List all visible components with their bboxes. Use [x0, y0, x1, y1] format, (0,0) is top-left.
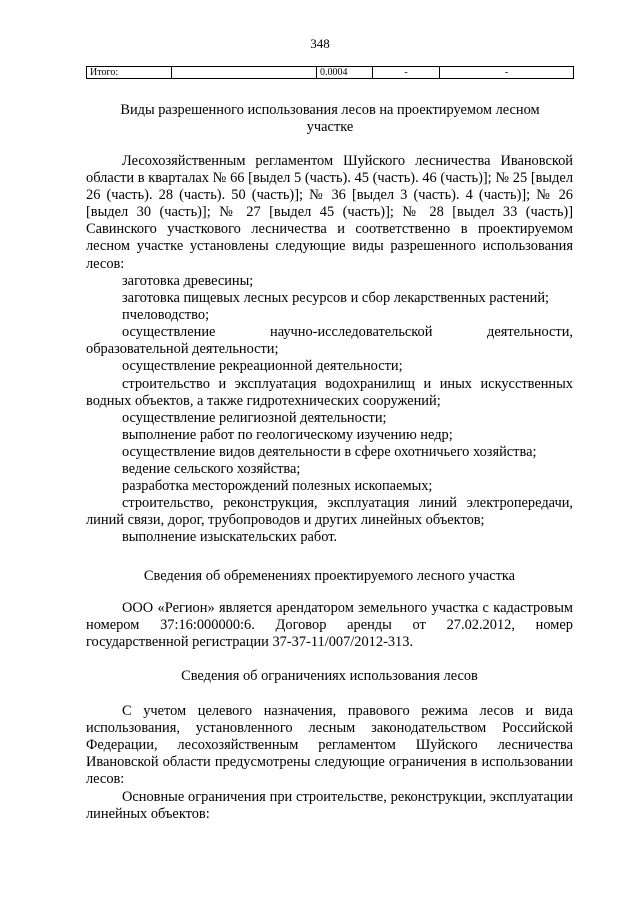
list-item: осуществление научно-исследовательской деятельности, образовательной деятельности;	[86, 324, 573, 358]
list-item: строительство, реконструкция, эксплуатация линий электропередачи, линий связи, дорог, трубопроводов и других линейных объектов;	[86, 495, 573, 529]
list-item: выполнение работ по геологическому изучению недр;	[122, 426, 453, 443]
table-row	[87, 67, 574, 79]
list-item: разработка месторождений полезных ископаемых;	[122, 478, 433, 495]
section2-text: ООО «Регион» является арендатором земельного участка с кадастровым номером 37:16:000000:6. Договор аренды от 27.02.2012, номер государственной регистрации 37-37-11/007/2012-313.	[86, 600, 573, 651]
list-item: выполнение изыскательских работ.	[122, 529, 338, 546]
section3-p2: Основные ограничения при строительстве, реконструкции, эксплуатации линейных объектов:	[86, 789, 573, 823]
section2-title: Сведения об обременениях проектируемого лесного участка	[143, 568, 516, 584]
list-item: заготовка пищевых лесных ресурсов и сбор лекарственных растений;	[122, 290, 550, 307]
total-label: Итого:	[87, 67, 172, 79]
total-cell-dash-2: -	[440, 67, 574, 79]
list-item: пчеловодство;	[122, 307, 210, 324]
section3-p1: С учетом целевого назначения, правового режима лесов и вида использования, установленного лесным законодательством Российской Федерации, лесохозяйственным регламентом Шуйского лесничества Ивановской области предусмотрены следующие ограничения в использовании лесов:	[86, 703, 573, 788]
total-cell-dash-1: -	[373, 67, 440, 79]
list-item: ведение сельского хозяйства;	[122, 461, 301, 478]
section1-intro: Лесохозяйственным регламентом Шуйского лесничества Ивановской области в кварталах № 66 [выдел 5 (часть). 45 (часть). 46 (часть)]; № 25 [выдел 26 (часть). 28 (часть). 50 (часть)]; № 36 [выдел 3 (часть). 4 (часть)]; № 26 [выдел 30 (часть)]; № 27 [выдел 45 (часть)]; № 28 [выдел 33 (часть)] Савинского участкового лесничества и соответственно в проектируемом лесном участке установлены следующие виды разрешенного использования лесов:	[86, 153, 573, 272]
total-value: 0.0004	[317, 67, 373, 79]
total-cell-empty	[172, 67, 317, 79]
list-item: строительство и эксплуатация водохранилищ и иных искусственных водных объектов, а также гидротехнических сооружений;	[86, 375, 573, 409]
list-item: осуществление рекреационной деятельности;	[122, 358, 403, 375]
usage-list	[86, 273, 573, 547]
page-number: 348	[310, 36, 330, 51]
list-item: заготовка древесины;	[122, 273, 254, 289]
list-item: осуществление религиозной деятельности;	[122, 409, 387, 426]
section3-title: Сведения об ограничениях использования лесов	[181, 668, 478, 684]
total-table	[86, 66, 574, 79]
list-item: осуществление видов деятельности в сфере охотничьего хозяйства;	[122, 443, 537, 460]
section1-title: Виды разрешенного использования лесов на проектируемом лесном участке	[120, 102, 540, 136]
